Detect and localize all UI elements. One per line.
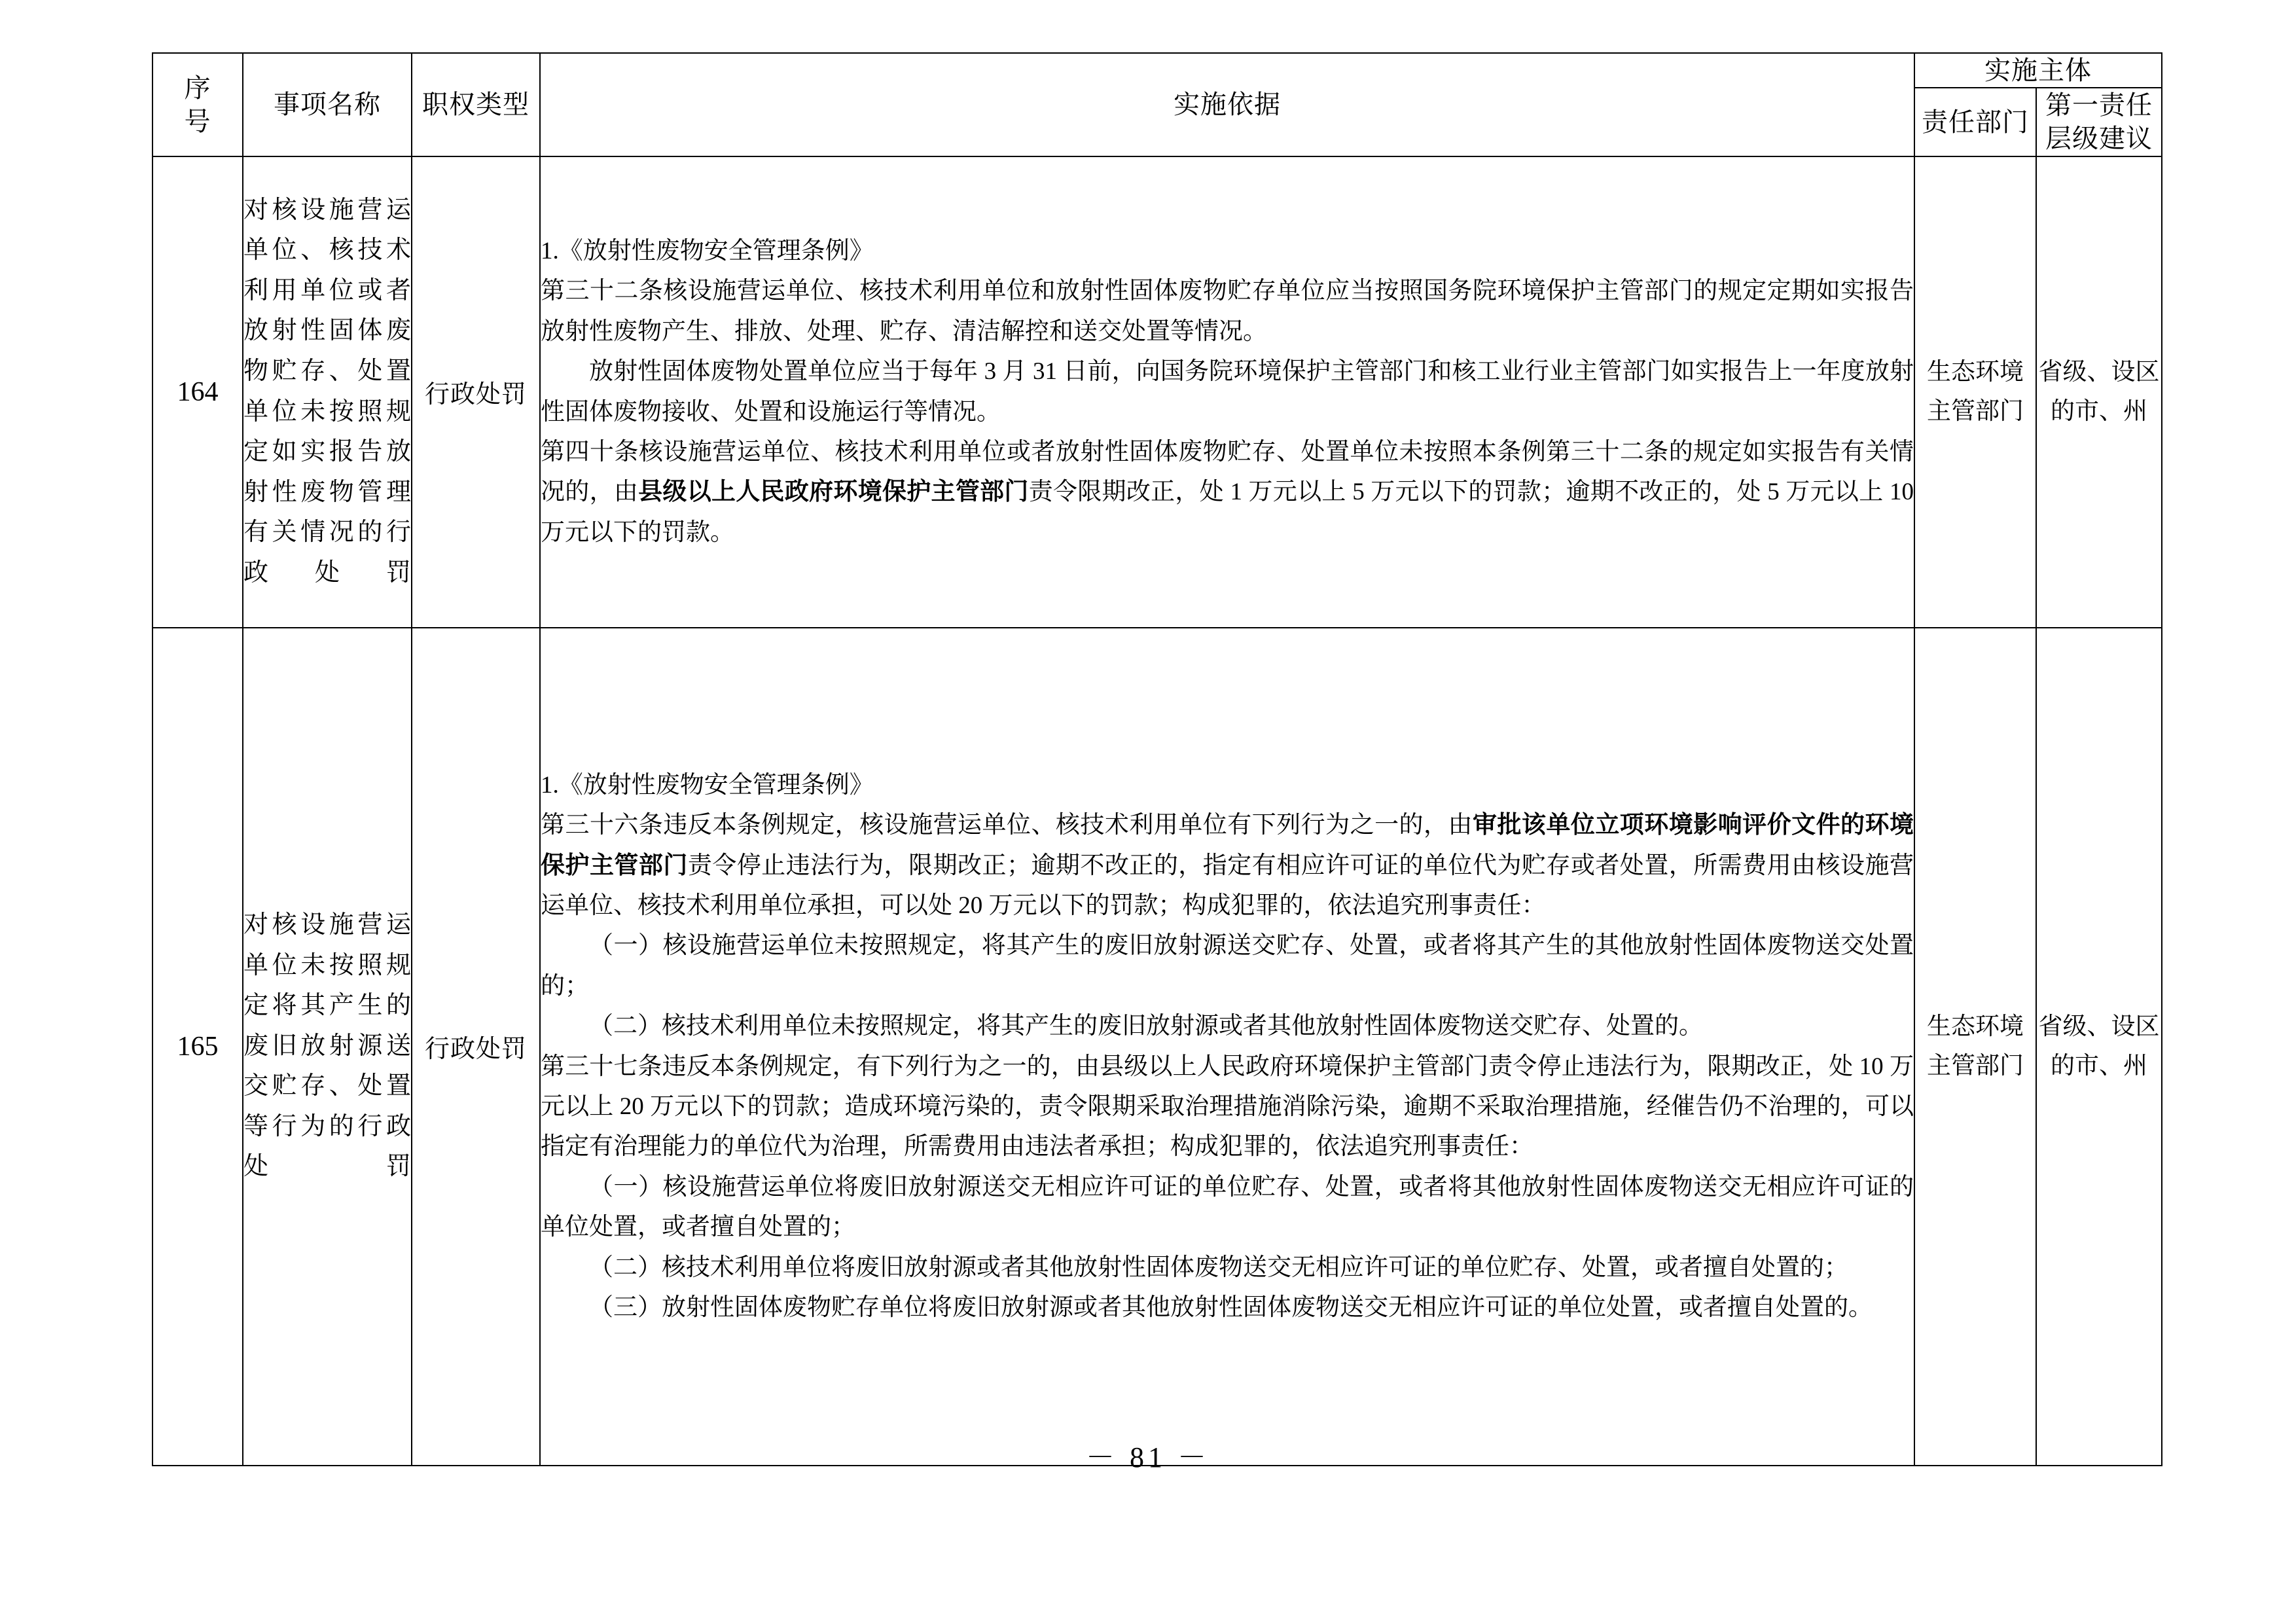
law-text: 责令停止违法行为，限期改正；逾期不改正的，指定有相应许可证的单位代为贮存或者处置，所需费用由核设施营运单位、核技术利用单位承担，可以处 20 万元以下的罚款；构成犯罪的，依法追究刑事责任： [541,852,1914,919]
law-paragraph [541,805,1914,926]
law-emphasis: 审批该单位立项环境影响评价文件的环境保护主管部门 [541,812,1914,879]
cell-sequence: 164 [152,156,243,628]
law-paragraph [541,1047,1914,1167]
law-emphasis: 县级以上人民政府环境保护主管部门 [638,478,1029,506]
level-line2: 的市、州 [2051,1052,2147,1079]
column-header-implementing-subject: 实施主体 [1914,53,2162,88]
table-row [152,628,2162,1466]
law-title: 1.《放射性废物安全管理条例》 [541,771,874,799]
table-row [152,156,2162,628]
dept-line1: 生态环境 [1927,359,2024,386]
column-header-item-name: 事项名称 [243,53,412,156]
law-paragraph [541,1006,1914,1046]
law-text: （二）核技术利用单位未按照规定，将其产生的废旧放射源或者其他放射性固体废物送交贮存、处置的。 [589,1013,1703,1040]
column-header-sequence [152,53,243,156]
law-text: （一）核设施营运单位将废旧放射源送交无相应许可证的单位贮存、处置，或者将其他放射性固体废物送交无相应许可证的单位处置，或者擅自处置的； [541,1173,1914,1241]
dept-line2: 主管部门 [1927,1052,2024,1079]
law-text: （一）核设施营运单位未按照规定，将其产生的废旧放射源送交贮存、处置，或者将其产生的其他放射性固体废物送交处置的； [541,932,1914,1000]
law-text: （三）放射性固体废物贮存单位将废旧放射源或者其他放射性固体废物送交无相应许可证的单位处置，或者擅自处置的。 [589,1294,1873,1321]
column-header-primary-responsibility-level [2036,88,2162,156]
law-text: （二）核技术利用单位将废旧放射源或者其他放射性固体废物送交无相应许可证的单位贮存、处置，或者擅自处置的； [589,1254,1848,1281]
cell-responsibility-level [2036,628,2162,1466]
law-text: 第四十条核设施营运单位、核技术利用单位或者放射性固体废物贮存、处置单位未按照本条例第三十二条的规定如实报告有关情况的，由 [541,438,1914,506]
table-header [152,53,2162,156]
law-title: 1.《放射性废物安全管理条例》 [541,237,874,264]
cell-responsible-department [1914,628,2036,1466]
law-paragraph [541,926,1914,1006]
cell-item-name: 对核设施营运单位未按照规定将其产生的废旧放射源送交贮存、处置等行为的行政处罚 [243,628,412,1466]
cell-legal-basis [540,156,1914,628]
law-paragraphs [541,271,1914,552]
law-text: 第三十二条核设施营运单位、核技术利用单位和放射性固体废物贮存单位应当按照国务院环境保护主管部门的规定定期如实报告放射性废物产生、排放、处理、贮存、清洁解控和送交处置等情况。 [541,278,1914,345]
law-paragraph [541,432,1914,552]
table-header-row-1 [152,53,2162,88]
cell-legal-basis [540,628,1914,1466]
column-header-level-line2: 层级建议 [2045,124,2153,154]
page-footer [0,1434,2296,1475]
column-header-authority-type: 职权类型 [412,53,540,156]
law-paragraph [541,1288,1914,1327]
column-header-sequence-line2: 号 [184,106,211,136]
law-paragraph [541,271,1914,352]
level-line1: 省级、设区 [2038,1013,2160,1041]
page-number: － 81 － [1086,1441,1210,1473]
authority-list-table [152,52,2162,1466]
cell-authority-type: 行政处罚 [412,156,540,628]
cell-sequence: 165 [152,628,243,1466]
cell-item-name: 对核设施营运单位、核技术利用单位或者放射性固体废物贮存、处置单位未按照规定如实报告放射性废物管理有关情况的行政处罚 [243,156,412,628]
cell-responsibility-level [2036,156,2162,628]
cell-responsible-department [1914,156,2036,628]
table-body [152,156,2162,1466]
column-header-level-line1: 第一责任 [2045,90,2153,120]
dept-line2: 主管部门 [1927,397,2024,425]
law-paragraph [541,1167,1914,1248]
level-line2: 的市、州 [2051,397,2147,425]
column-header-legal-basis: 实施依据 [540,53,1914,156]
law-text: 第三十六条违反本条例规定，核设施营运单位、核技术利用单位有下列行为之一的，由 [541,812,1473,839]
column-header-sequence-line1: 序 [184,73,211,103]
law-text: 放射性固体废物处置单位应当于每年 3 月 31 日前，向国务院环境保护主管部门和核工业行业主管部门如实报告上一年度放射性固体废物接收、处置和设施运行等情况。 [541,358,1914,425]
column-header-responsible-department: 责任部门 [1914,88,2036,156]
law-paragraph [541,352,1914,432]
authority-list-table-wrapper [152,52,2161,1466]
level-line1: 省级、设区 [2038,359,2160,386]
law-paragraphs [541,805,1914,1327]
cell-authority-type: 行政处罚 [412,628,540,1466]
law-text: 责令限期改正，处 1 万元以上 5 万元以下的罚款；逾期不改正的，处 5 万元以上 10 万元以下的罚款。 [541,478,1914,546]
dept-line1: 生态环境 [1927,1013,2024,1041]
law-paragraph [541,1248,1914,1288]
law-text: 第三十七条违反本条例规定，有下列行为之一的，由县级以上人民政府环境保护主管部门责令停止违法行为，限期改正，处 10 万元以上 20 万元以下的罚款；造成环境污染的，责令限期采取治理措施消除污染，逾期不采取治理措施，经催告仍不治理的，可以指定有治理能力的单位代为治理，所需费用由违法者承担；构成犯罪的，依法追究刑事责任： [541,1053,1914,1161]
